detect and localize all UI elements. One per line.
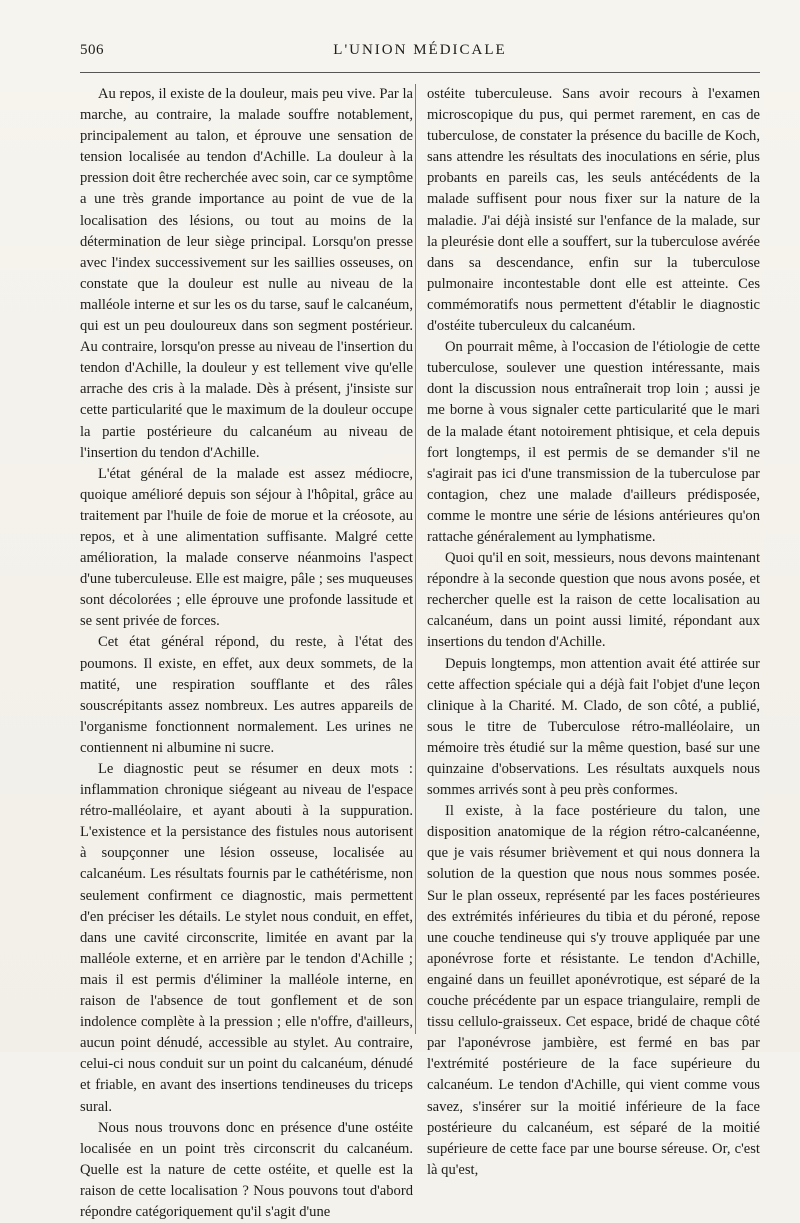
column-divider <box>415 84 416 1034</box>
paragraph: Quoi qu'il en soit, messieurs, nous devons maintenant répondre à la seconde question que nous avons posée, et rechercher quelle est la raison de cette localisation au calcanéum, dans un point aussi limité, répondant aux insertions du tendon d'Achille. <box>427 550 760 651</box>
paragraph-continuation: ostéite tuberculeuse. Sans avoir recours à l'examen microscopique du pus, qui permet rarement, en cas de tuberculose, de constater la présence du bacille de Koch, sans attendre les résultats des inoculations en série, plus probants en pareils cas, les seuls antécédents de la malade suffisent pour nous fixer sur la nature de la maladie. J'ai déjà insisté sur l'enfance de la malade, sur la pleurésie dont elle a souffert, sur la tuberculose avérée dans sa descendance, enfin sur la tuberculose pulmonaire incontestable dont elle est atteinte. Ces commémoratifs nous permettent d'établir le diagnostic d'ostéite tuberculeux du calcanéum. <box>427 86 760 335</box>
paragraph: Le diagnostic peut se résumer en deux mots : inflammation chronique siégeant au niveau de l'espace rétro-malléolaire, et ayant abouti à la suppuration. L'existence et la persistance des fistules nous autorisent à soupçonner une lésion osseuse, localisée au calcanéum. Les résultats fournis par le cathétérisme, non seulement confirment ce diagnostic, mais permettent d'en préciser les détails. Le stylet nous conduit, en effet, dans une cavité circonscrite, limitée en avant par la malléole externe, et en arrière par le tendon d'Achille ; mais il est permis d'éliminer la malléole interne, en raison de l'absence de tout gonflement et de son indolence complète à la pression ; elle n'offre, d'ailleurs, aucun point dénudé, accessible au stylet. Au contraire, celui-ci nous conduit sur un point du calcanéum, dénudé et friable, en avant des insertions tendineuses du triceps sural. <box>80 761 413 1115</box>
paragraph: Il existe, à la face postérieure du talon, une disposition anatomique de la région rétro-calcanéenne, que je vais résumer brièvement et qui nous donnera la solution de la question que nous nous sommes posée. Sur le plan osseux, représenté par les faces postérieures des extrémités inférieures du tibia et du péroné, repose une couche tendineuse qui s'y trouve appliquée par une aponévrose forte et résistante. Le tendon d'Achille, engainé dans un feuillet aponévrotique, est séparé de la couche précédente par un espace triangulaire, rempli de tissu cellulo-graisseux. Cet espace, bridé de chaque côté par l'aponévrose jambière, est fermé en bas par l'extrémité postérieure de la face supérieure du calcanéum. Le tendon d'Achille, qui vient comme vous savez, s'insérer sur la moitié inférieure de la face postérieure du calcanéum, est séparé de la moitié supérieure de cette face par une bourse séreuse. Or, c'est là qu'est, <box>427 803 760 1178</box>
left-column <box>80 84 413 1223</box>
page-number: 506 <box>80 42 104 58</box>
paragraph: Nous nous trouvons donc en présence d'une ostéite localisée en un point très circonscrit du calcanéum. Quelle est la nature de cette ostéite, et quelle est la raison de cette localisation ? Nous pouvons tout d'abord répondre catégoriquement qu'il s'agit d'une <box>80 1119 413 1220</box>
header-rule <box>80 72 760 73</box>
paragraph: L'état général de la malade est assez médiocre, quoique amélioré depuis son séjour à l'hôpital, grâce au traitement par l'huile de foie de morue et la créosote, au repos, et à une alimentation suffisante. Malgré cette amélioration, la malade conserve néanmoins l'aspect d'une tuberculeuse. Elle est maigre, pâle ; ses muqueuses sont décolorées ; elle éprouve une profonde lassitude et se sent privée de forces. <box>80 465 413 630</box>
right-column <box>427 84 760 1181</box>
paragraph: On pourrait même, à l'occasion de l'étiologie de cette tuberculose, soulever une question intéressante, mais dont la discussion nous entraînerait trop loin ; aussi je me borne à vous signaler cette particularité que le mari de la malade étant notoirement phtisique, et cela depuis fort longtemps, il est permis de se demander s'il ne s'agirait pas ici d'une transmission de la tuberculose par contagion, chez une malade d'ailleurs prédisposée, comme le montre une série de lésions antérieures qu'on rattache généralement au lymphatisme. <box>427 339 760 545</box>
paragraph: Cet état général répond, du reste, à l'état des poumons. Il existe, en effet, aux deux sommets, de la matité, une respiration soufflante et des râles souscrépitants assez nombreux. Les autres appareils de l'organisme fonctionnent normalement. Les urines ne contiennent ni albumine ni sucre. <box>80 634 413 756</box>
paragraph: Au repos, il existe de la douleur, mais peu vive. Par la marche, au contraire, la malade souffre notablement, principalement au talon, et éprouve une sensation de tension localisée au tendon d'Achille. La douleur à la pression doit être recherchée avec soin, car ce symptôme a une très grande importance au point de vue de la localisation des lésions, ou tout au moins de la détermination de leur siège principal. Lorsqu'on presse avec l'index successivement sur les saillies osseuses, on constate que la douleur est nulle au niveau de la malléole interne et sur les os du tarse, sauf le calcanéum, qui est un peu douloureux dans son segment postérieur. Au contraire, lorsqu'on presse au niveau de l'insertion du tendon d'Achille, la douleur y est tellement vive qu'elle arrache des cris à la malade. Dès à présent, j'insiste sur cette particularité que le maximum de la douleur occupe la partie postérieure du calcanéum au niveau de l'insertion du tendon d'Achille. <box>80 86 413 461</box>
running-title: L'UNION MÉDICALE <box>333 42 507 58</box>
paragraph: Depuis longtemps, mon attention avait été attirée sur cette affection spéciale qui a déjà fait l'objet d'une leçon clinique à la Charité. M. Clado, de son côté, a publié, sous le titre de Tuberculose rétro-malléolaire, un mémoire très étudié sur la même question, basé sur une quinzaine d'observations. Les résultats auxquels nous sommes arrivés sont à peu près conformes. <box>427 655 760 799</box>
page-header <box>80 42 760 64</box>
